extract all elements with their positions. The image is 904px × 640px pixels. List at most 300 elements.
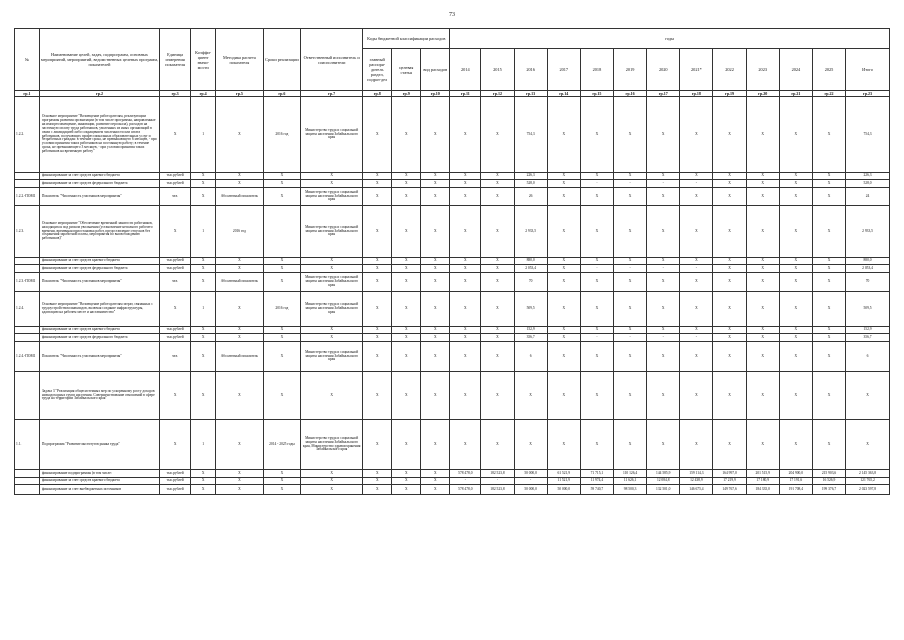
table-cell: X xyxy=(647,173,680,180)
table-cell: X xyxy=(614,292,647,327)
table-cell: X xyxy=(647,188,680,206)
table-cell: X xyxy=(779,180,812,188)
column-number-cell: гр.6 xyxy=(263,91,300,97)
table-cell: X xyxy=(392,478,421,485)
column-number-cell: гр.13 xyxy=(514,91,547,97)
table-cell: X xyxy=(779,265,812,273)
table-cell: X xyxy=(392,273,421,292)
table-cell: X xyxy=(547,97,580,173)
table-cell: X xyxy=(301,265,363,273)
table-cell: X xyxy=(547,292,580,327)
table-cell: X xyxy=(680,258,713,265)
table-cell: Министерство труда и социальной защиты населения Забайкальского края xyxy=(301,273,363,292)
table-cell: X xyxy=(481,292,514,327)
table-cell: 2 053,4 xyxy=(846,265,890,273)
table-cell: X xyxy=(392,334,421,342)
table-cell: X xyxy=(421,420,450,470)
table-cell: X xyxy=(746,258,779,265)
table-cell: X xyxy=(547,258,580,265)
table-cell: X xyxy=(216,258,264,265)
table-cell: X xyxy=(614,420,647,470)
row-name-cell: финансирование подпрограммы (в том числе: xyxy=(39,470,159,478)
table-cell: X xyxy=(160,292,191,327)
table-cell: 11 521,9 xyxy=(547,478,580,485)
table-cell: X xyxy=(614,327,647,334)
table-cell: 12 438,9 xyxy=(680,478,713,485)
table-cell: X xyxy=(421,206,450,258)
row-code-cell: 1.2.3.-ПОМ1 xyxy=(15,273,40,292)
table-cell: X xyxy=(614,342,647,372)
row-code-cell: 1.2.2. xyxy=(15,97,40,173)
table-cell: X xyxy=(450,420,481,470)
table-cell: X xyxy=(647,420,680,470)
table-cell: X xyxy=(514,372,547,420)
table-row xyxy=(15,97,890,173)
table-cell: тыс.рублей xyxy=(160,485,191,495)
table-cell: X xyxy=(392,327,421,334)
table-cell: X xyxy=(481,372,514,420)
table-cell: X xyxy=(301,372,363,420)
table-cell: 149 767,6 xyxy=(713,485,746,495)
header-year: 2015 xyxy=(481,49,514,91)
table-cell: X xyxy=(746,292,779,327)
table-cell: X xyxy=(779,273,812,292)
table-cell: X xyxy=(779,334,812,342)
table-cell: X xyxy=(421,180,450,188)
header-year: 2025 xyxy=(812,49,845,91)
table-cell: X xyxy=(713,342,746,372)
row-name-cell: финансирование за счет внебюджетных источников xyxy=(39,485,159,495)
table-row xyxy=(15,258,890,265)
row-name-cell: финансирование за счет средств федерального бюджета xyxy=(39,180,159,188)
table-cell: X xyxy=(191,470,216,478)
table-cell: X xyxy=(647,258,680,265)
table-cell: X xyxy=(191,273,216,292)
table-cell: X xyxy=(421,188,450,206)
table-cell: - xyxy=(580,265,613,273)
table-cell: X xyxy=(216,420,264,470)
row-code-cell xyxy=(15,478,40,485)
table-cell: 2 933,5 xyxy=(514,206,547,258)
table-cell: 356,7 xyxy=(846,334,890,342)
table-cell: X xyxy=(216,327,264,334)
table-cell: Министерство труда и социальной защиты населения Забайкальского края xyxy=(301,206,363,258)
table-cell: X xyxy=(547,334,580,342)
table-cell: X xyxy=(647,206,680,258)
table-cell: X xyxy=(363,334,392,342)
table-row xyxy=(15,188,890,206)
table-cell: 16 526,9 xyxy=(812,478,845,485)
table-cell: X xyxy=(363,470,392,478)
header-year: 2024 xyxy=(779,49,812,91)
table-cell: X xyxy=(746,327,779,334)
table-cell: X xyxy=(392,485,421,495)
table-cell: X xyxy=(481,420,514,470)
table-cell: X xyxy=(216,485,264,495)
table-cell: X xyxy=(450,334,481,342)
table-cell: X xyxy=(392,173,421,180)
table-cell: - xyxy=(481,478,514,485)
column-number-cell: гр.5 xyxy=(216,91,264,97)
table-cell: 50 000,0 xyxy=(514,470,547,478)
header-executor: Ответственный исполнитель и соисполнители xyxy=(301,29,363,91)
table-cell: X xyxy=(713,372,746,420)
column-number-cell: гр.16 xyxy=(614,91,647,97)
table-cell: 880,0 xyxy=(846,258,890,265)
table-cell: X xyxy=(547,327,580,334)
row-code-cell xyxy=(15,485,40,495)
table-cell: Министерство труда и социальной защиты населения Забайкальского края xyxy=(301,292,363,327)
table-cell: 6 xyxy=(514,342,547,372)
header-unit: Единица измерения показателя xyxy=(160,29,191,91)
table-cell: X xyxy=(647,327,680,334)
table-cell: X xyxy=(450,342,481,372)
table-cell: X xyxy=(216,173,264,180)
column-number-cell: гр.7 xyxy=(301,91,363,97)
column-number-cell: гр.14 xyxy=(547,91,580,97)
table-cell: X xyxy=(363,258,392,265)
table-cell: X xyxy=(746,342,779,372)
table-cell: X xyxy=(779,173,812,180)
table-cell: X xyxy=(680,206,713,258)
table-cell: 2 933,5 xyxy=(846,206,890,258)
column-number-cell: гр.2 xyxy=(39,91,159,97)
table-row xyxy=(15,485,890,495)
table-cell: X xyxy=(680,173,713,180)
table-cell: 70 xyxy=(846,273,890,292)
table-cell: X xyxy=(547,342,580,372)
table-cell: Абсолютный показатель xyxy=(216,188,264,206)
table-cell: X xyxy=(580,206,613,258)
header-years-group: годы xyxy=(450,29,890,49)
column-number-cell: гр.10 xyxy=(421,91,450,97)
table-cell: X xyxy=(812,327,845,334)
table-cell: X xyxy=(580,173,613,180)
header-year: 2020 xyxy=(647,49,680,91)
table-cell: - xyxy=(614,180,647,188)
table-cell: X xyxy=(812,97,845,173)
row-code-cell xyxy=(15,265,40,273)
table-cell: X xyxy=(680,273,713,292)
table-cell: X xyxy=(363,173,392,180)
table-cell: X xyxy=(191,265,216,273)
table-cell: X xyxy=(812,273,845,292)
table-cell: X xyxy=(392,258,421,265)
table-cell: - xyxy=(680,265,713,273)
table-cell: X xyxy=(481,206,514,258)
table-cell: X xyxy=(614,206,647,258)
row-code-cell xyxy=(15,258,40,265)
table-cell: X xyxy=(363,420,392,470)
table-row xyxy=(15,173,890,180)
table-cell: X xyxy=(263,273,300,292)
table-cell: тыс.рублей xyxy=(160,258,191,265)
table-cell: 152,9 xyxy=(846,327,890,334)
table-cell: X xyxy=(301,334,363,342)
table-row xyxy=(15,327,890,334)
table-cell: X xyxy=(580,188,613,206)
table-cell: 2014 - 2025 годы xyxy=(263,420,300,470)
table-cell: X xyxy=(160,97,191,173)
table-cell: 70 xyxy=(514,273,547,292)
row-name-cell: Задача 3 "Реализация общесистемных мер по ускоренному росту доходов низкодоходных групп населения. Совершенствование отношений в сфере труда на территории Забайкальского края" xyxy=(39,372,159,420)
table-cell: X xyxy=(363,478,392,485)
column-number-cell: гр.23 xyxy=(846,91,890,97)
table-cell: X xyxy=(216,470,264,478)
table-cell: X xyxy=(713,173,746,180)
table-cell: 356,7 xyxy=(514,334,547,342)
column-number-cell: гр.1 xyxy=(15,91,40,97)
table-cell: X xyxy=(421,173,450,180)
table-cell: X xyxy=(392,372,421,420)
row-code-cell: 1.2.2.-ПОМ1 xyxy=(15,188,40,206)
table-cell: X xyxy=(450,327,481,334)
table-cell: X xyxy=(580,258,613,265)
table-cell: X xyxy=(547,188,580,206)
table-cell: X xyxy=(421,292,450,327)
row-name-cell: финансирование за счет средств краевого бюджета xyxy=(39,327,159,334)
table-cell: X xyxy=(263,265,300,273)
table-cell: X xyxy=(191,327,216,334)
table-cell: X xyxy=(779,206,812,258)
table-cell: X xyxy=(812,188,845,206)
table-cell: X xyxy=(713,188,746,206)
table-cell: 184 335,0 xyxy=(746,485,779,495)
table-cell: X xyxy=(580,420,613,470)
table-cell: X xyxy=(263,173,300,180)
table-cell: X xyxy=(421,372,450,420)
table-cell: Абсолютный показатель xyxy=(216,342,264,372)
table-cell: X xyxy=(812,420,845,470)
table-cell: X xyxy=(363,342,392,372)
table-cell: X xyxy=(713,273,746,292)
table-cell: 11 626,1 xyxy=(614,478,647,485)
column-number-cell: гр.8 xyxy=(363,91,392,97)
table-cell: X xyxy=(779,97,812,173)
column-number-cell: гр.15 xyxy=(580,91,613,97)
table-cell: - xyxy=(580,180,613,188)
table-cell: X xyxy=(746,265,779,273)
table-cell: X xyxy=(216,334,264,342)
row-name-cell: финансирование за счет средств краевого бюджета xyxy=(39,258,159,265)
header-code-type: вид расходов xyxy=(421,49,450,91)
table-cell: X xyxy=(421,97,450,173)
table-cell: 24 xyxy=(846,188,890,206)
header-year: 2016 xyxy=(514,49,547,91)
table-cell: X xyxy=(746,173,779,180)
table-cell: X xyxy=(363,327,392,334)
table-cell: 164 997,0 xyxy=(713,470,746,478)
table-cell: X xyxy=(216,372,264,420)
table-cell: X xyxy=(614,273,647,292)
column-number-cell: гр.20 xyxy=(746,91,779,97)
table-cell: X xyxy=(481,273,514,292)
table-cell: X xyxy=(746,334,779,342)
table-cell: 2 023 597,8 xyxy=(846,485,890,495)
column-number-cell: гр.19 xyxy=(713,91,746,97)
table-cell: Абсолютный показатель xyxy=(216,273,264,292)
column-number-cell: гр.21 xyxy=(779,91,812,97)
row-code-cell xyxy=(15,334,40,342)
table-cell: 1 xyxy=(191,206,216,258)
table-cell: - xyxy=(680,334,713,342)
row-code-cell xyxy=(15,470,40,478)
table-cell: 144 585,9 xyxy=(647,470,680,478)
table-cell: X xyxy=(263,180,300,188)
table-cell: X xyxy=(450,258,481,265)
table-cell: Министерство труда и социальной защиты населения Забайкальского края xyxy=(301,188,363,206)
table-cell: X xyxy=(481,258,514,265)
table-cell: 2016 год xyxy=(263,97,300,173)
table-cell: X xyxy=(547,265,580,273)
table-cell: X xyxy=(363,265,392,273)
header-codes-group: Коды бюджетной классификации расходов xyxy=(363,29,450,49)
table-cell: X xyxy=(421,273,450,292)
table-cell: 201 515,9 xyxy=(746,470,779,478)
table-cell: X xyxy=(160,420,191,470)
table-cell: 50 000,0 xyxy=(547,485,580,495)
table-cell: X xyxy=(191,478,216,485)
table-cell: X xyxy=(392,342,421,372)
table-cell: X xyxy=(680,342,713,372)
table-cell: X xyxy=(746,180,779,188)
table-cell: Министерство труда и социальной защиты населения Забайкальского края xyxy=(301,342,363,372)
table-cell: X xyxy=(812,180,845,188)
table-cell: X xyxy=(363,206,392,258)
table-row xyxy=(15,334,890,342)
table-cell: тыс.рублей xyxy=(160,470,191,478)
table-cell: X xyxy=(191,372,216,420)
header-terms: Сроки реализации xyxy=(263,29,300,91)
table-cell: X xyxy=(746,97,779,173)
row-code-cell: 1.1. xyxy=(15,420,40,470)
table-cell: чел. xyxy=(160,273,191,292)
table-cell: 17 219,9 xyxy=(713,478,746,485)
table-cell: 6 xyxy=(846,342,890,372)
table-cell: X xyxy=(450,292,481,327)
table-cell: X xyxy=(614,173,647,180)
table-cell: X xyxy=(746,188,779,206)
row-code-cell xyxy=(15,173,40,180)
table-row xyxy=(15,180,890,188)
table-cell: X xyxy=(547,372,580,420)
row-code-cell xyxy=(15,327,40,334)
table-cell: X xyxy=(680,327,713,334)
table-cell: X xyxy=(580,327,613,334)
page-number: 73 xyxy=(449,12,455,18)
table-cell: X xyxy=(301,485,363,495)
table-cell: X xyxy=(713,327,746,334)
table-cell: X xyxy=(363,292,392,327)
column-number-cell: гр.18 xyxy=(680,91,713,97)
table-cell: X xyxy=(547,180,580,188)
table-cell: X xyxy=(216,478,264,485)
header-coef: Коэффи-циент значи-мости xyxy=(191,29,216,91)
table-cell: 59 740,7 xyxy=(580,485,613,495)
table-cell: Министерство труда и социальной защиты населения Забайкальского края xyxy=(301,97,363,173)
table-cell: X xyxy=(263,372,300,420)
table-cell: X xyxy=(392,180,421,188)
table-cell: X xyxy=(392,292,421,327)
table-cell: 509,5 xyxy=(846,292,890,327)
header-name: Наименование целей, задач, подпрограмм, основных мероприятий, мероприятий, ведомственных целевых программ, показателей xyxy=(39,29,159,91)
table-cell: X xyxy=(746,372,779,420)
table-cell: X xyxy=(779,188,812,206)
column-number-cell: гр.12 xyxy=(481,91,514,97)
table-cell: X xyxy=(421,327,450,334)
table-cell: 199 376,7 xyxy=(812,485,845,495)
table-cell: X xyxy=(580,97,613,173)
table-cell: чел. xyxy=(160,342,191,372)
table-cell: X xyxy=(713,334,746,342)
table-cell: X xyxy=(160,206,191,258)
table-cell: X xyxy=(779,372,812,420)
table-cell: X xyxy=(301,327,363,334)
table-cell: 182 523,8 xyxy=(481,485,514,495)
table-cell: X xyxy=(421,334,450,342)
table-cell: X xyxy=(481,97,514,173)
table-cell: X xyxy=(713,265,746,273)
table-row xyxy=(15,470,890,478)
table-cell: X xyxy=(363,372,392,420)
table-cell: 2 053,4 xyxy=(514,265,547,273)
table-cell: X xyxy=(812,372,845,420)
table-cell: 12 084,8 xyxy=(647,478,680,485)
header-year: 2023 xyxy=(746,49,779,91)
table-cell: тыс.рублей xyxy=(160,180,191,188)
table-cell: X xyxy=(392,420,421,470)
table-cell: X xyxy=(450,188,481,206)
header-year: 2019 xyxy=(614,49,647,91)
table-cell: X xyxy=(481,173,514,180)
table-cell: X xyxy=(450,265,481,273)
table-row xyxy=(15,206,890,258)
table-cell: X xyxy=(580,273,613,292)
row-name-cell: Показатель "Численность участников мероприятия" xyxy=(39,188,159,206)
table-cell: X xyxy=(812,173,845,180)
header-code-article: целевая статья xyxy=(392,49,421,91)
table-cell: X xyxy=(647,342,680,372)
table-cell: 17 191,6 xyxy=(779,478,812,485)
table-cell: X xyxy=(779,342,812,372)
table-cell: X xyxy=(421,342,450,372)
table-cell: X xyxy=(713,292,746,327)
table-cell: 110 126,4 xyxy=(614,470,647,478)
header-method: Методика расчета показателя xyxy=(216,29,264,91)
table-cell: X xyxy=(647,292,680,327)
header-year: 2022 xyxy=(713,49,746,91)
table-cell: X xyxy=(713,97,746,173)
row-code-cell xyxy=(15,180,40,188)
table-cell: X xyxy=(812,292,845,327)
table-cell: 132 501,0 xyxy=(647,485,680,495)
table-cell: 1 xyxy=(191,420,216,470)
table-cell: X xyxy=(779,258,812,265)
table-cell: тыс.рублей xyxy=(160,265,191,273)
column-number-cell: гр.22 xyxy=(812,91,845,97)
row-code-cell: 1.2.3. xyxy=(15,206,40,258)
table-cell: X xyxy=(363,485,392,495)
table-cell: X xyxy=(263,327,300,334)
table-cell: 191 708,4 xyxy=(779,485,812,495)
row-name-cell: Основное мероприятие "Возмещение работодателям, реализующим программы развития организации (в том числе программы, направленные на импортозамещение, инновации, развитие персонала), расходов на частичную оплату труда работников, уволенных из иных организаций в связи с ликвидацией либо сокращением численности или штата работников, получающих профессиональных образовательных услуг и безработных граждан: в течение срока, не превышающего 6 месяцев, - при условии принятия таких работников на постоянную работу; в течение срока, не превышающего 3 месяцев, - при условии принятия таких работников на временную работу" xyxy=(39,97,159,173)
table-body xyxy=(15,97,890,495)
table-cell: 2016 год xyxy=(216,206,264,258)
table-cell: X xyxy=(160,372,191,420)
table-cell: X xyxy=(481,265,514,273)
table-cell: 204 900,0 xyxy=(779,470,812,478)
table-cell: X xyxy=(216,180,264,188)
